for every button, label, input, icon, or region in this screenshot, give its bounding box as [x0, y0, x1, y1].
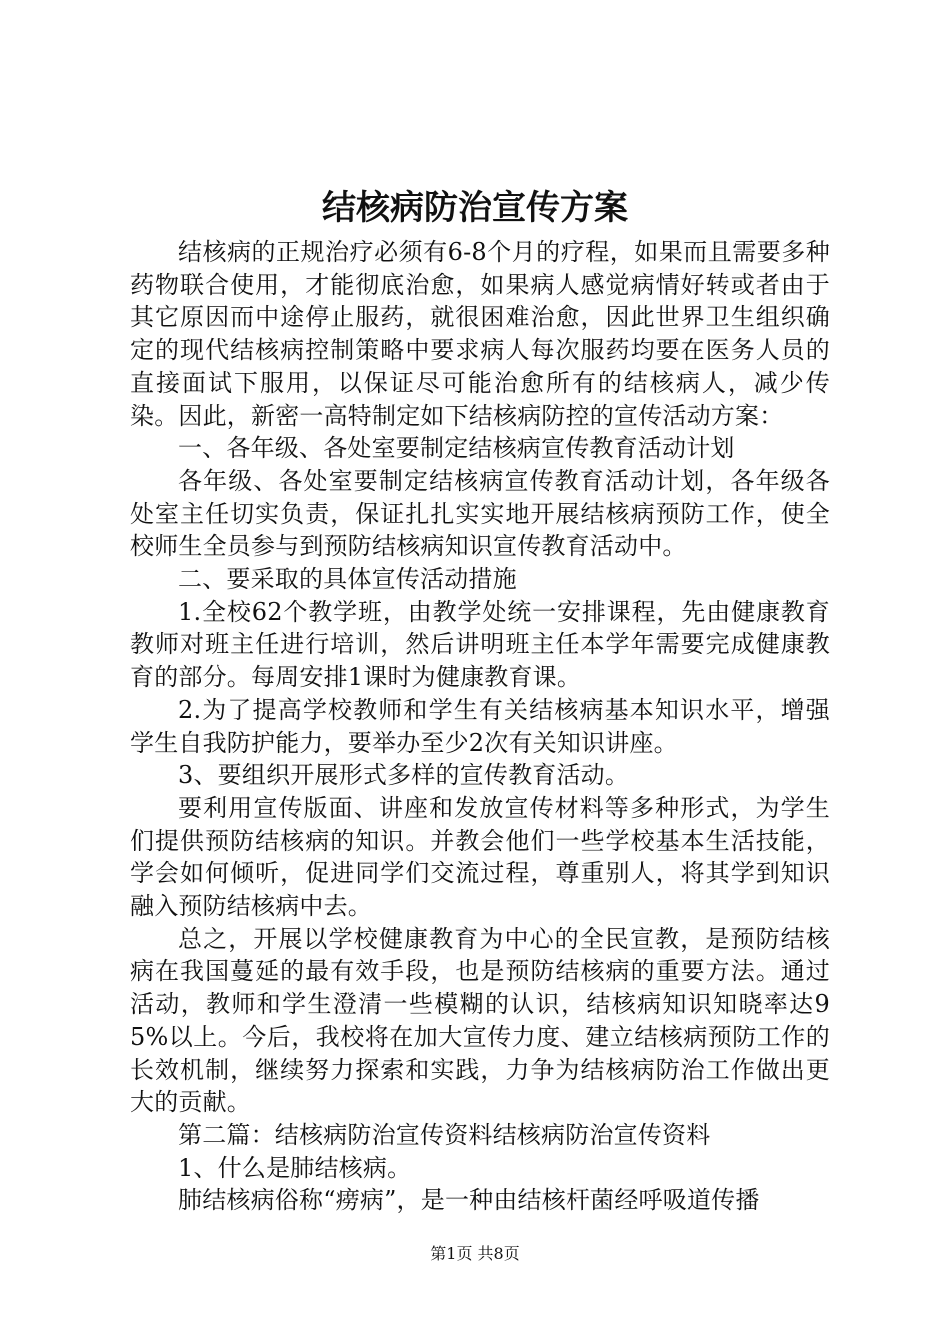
document-title: 结核病防治宣传方案 — [322, 188, 628, 228]
paragraph-item-1: 1.全校62个教学班，由教学处统一安排课程，先由健康教育教师对班主任进行培训，然后讲明班主任本学年需要完成健康教育的部分。每周安排1课时为健康教育课。 — [130, 597, 830, 692]
page-footer: 第1页 共8页 — [430, 1244, 520, 1263]
heading-section-2: 二、要采取的具体宣传活动措施 — [178, 565, 517, 594]
paragraph-section-1: 各年级、各处室要制定结核病宣传教育活动计划，各年级各处室主任切实负责，保证扎扎实实地开展结核病预防工作，使全校师生全员参与到预防结核病知识宣传教育活动中。 — [130, 466, 830, 561]
paragraph-item-3: 3、要组织开展形式多样的宣传教育活动。 — [178, 761, 630, 790]
heading-question-1: 1、什么是肺结核病。 — [178, 1153, 412, 1182]
paragraph-intro: 结核病的正规治疗必须有6-8个月的疗程，如果而且需要多种药物联合使用，才能彻底治愈，如果病人感觉病情好转或者由于其它原因而中途停止服药，就很困难治愈，因此世界卫生组织确定的现代结核病控制策略中要求病人每次服药均要在医务人员的直接面试下服用，以保证尽可能治愈所有的结核病人，减少传染。因此，新密一高特制定如下结核病防控的宣传活动方案： — [130, 238, 830, 430]
heading-section-1: 一、各年级、各处室要制定结核病宣传教育活动计划 — [178, 434, 735, 463]
heading-part-2: 第二篇：结核病防治宣传资料结核病防治宣传资料 — [178, 1120, 711, 1149]
paragraph-item-2: 2.为了提高学校教师和学生有关结核病基本知识水平，增强学生自我防护能力，要举办至少2次有关知识讲座。 — [130, 695, 830, 757]
paragraph-conclusion: 总之，开展以学校健康教育为中心的全民宣教，是预防结核病在我国蔓延的最有效手段，也是预防结核病的重要方法。通过活动，教师和学生澄清一些模糊的认识，结核病知识知晓率达95%以上。今后，我校将在加大宣传力度、建立结核病预防工作的长效机制，继续努力探索和实践，力争为结核病防治工作做出更大的贡献。 — [130, 924, 830, 1117]
paragraph-answer-1: 肺结核病俗称“痨病”，是一种由结核杆菌经呼吸道传播 — [178, 1186, 760, 1215]
document-body — [130, 236, 830, 1217]
paragraph-item-3-detail: 要利用宣传版面、讲座和发放宣传材料等多种形式，为学生们提供预防结核病的知识。并教会他们一些学校基本生活技能，学会如何倾听，促进同学们交流过程，尊重别人，将其学到知识融入预防结核病中去。 — [130, 793, 830, 921]
